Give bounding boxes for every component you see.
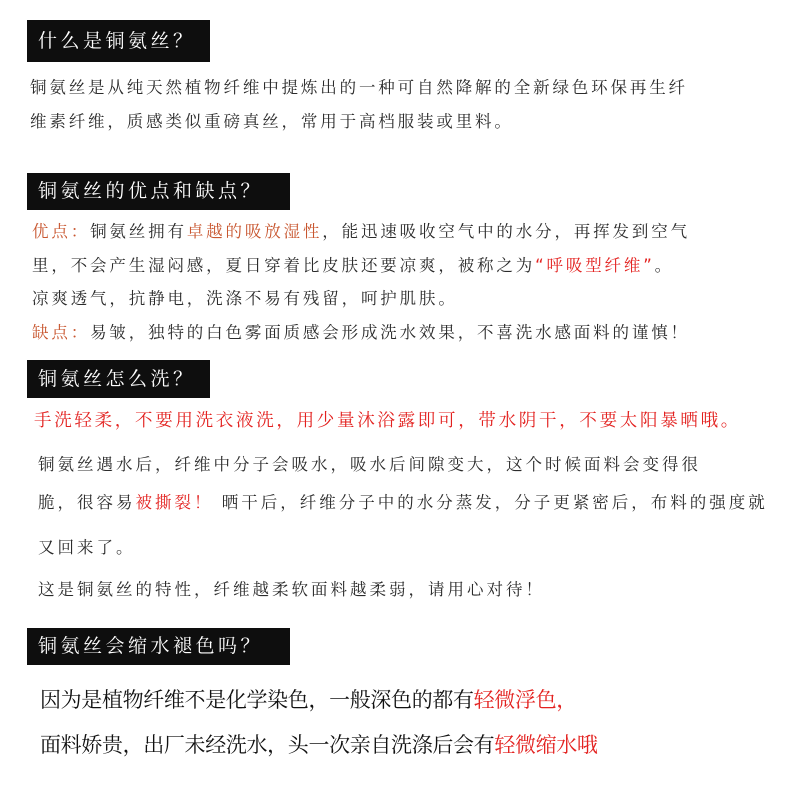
wash-line-1: 铜氨丝遇水后，纤维中分子会吸水，吸水后间隙变大，这个时候面料会变得很	[38, 455, 701, 474]
cons-line	[32, 323, 690, 343]
pros-line-1	[32, 222, 690, 242]
shrink-line-2	[40, 731, 598, 759]
section-heading-shrink-fade	[27, 628, 290, 665]
pros-text: ，能迅速吸收空气中的水分，再挥发到空气	[322, 222, 690, 241]
wash-line-3: 又回来了。	[38, 538, 136, 557]
cons-text: 易皱，独特的白色雾面质感会形成洗水效果，不喜洗水感面料的谨慎！	[90, 323, 690, 342]
shrink-text: 面料娇贵，出厂未经洗水，头一次亲自洗涤后会有	[40, 733, 495, 757]
section-heading-text: 铜氨丝怎么洗？	[38, 368, 196, 390]
slight-shrink-highlight: 轻微缩水哦	[494, 733, 598, 757]
pros-line-3: 凉爽透气，抗静电，洗涤不易有残留，呵护肌肤。	[32, 289, 458, 308]
shrink-text: 因为是植物纤维不是化学染色，一般深色的都有	[40, 688, 474, 712]
section-heading-what-is	[27, 20, 210, 62]
wash-line-4: 这是铜氨丝的特性，纤维越柔软面料越柔弱，请用心对待！	[38, 580, 545, 599]
what-is-line-1: 铜氨丝是从纯天然植物纤维中提炼出的一种可自然降解的全新绿色环保再生纤	[30, 78, 688, 97]
section-heading-how-to-wash	[27, 360, 210, 398]
wash-text: 晒干后，纤维分子中的水分蒸发，分子更紧密后，布料的强度就	[213, 493, 768, 512]
pros-label: 优点：	[32, 222, 91, 241]
pros-text: 。	[654, 256, 675, 275]
pros-text: 里，不会产生湿闷感，夏日穿着比皮肤还要凉爽，被称之为	[32, 256, 536, 275]
what-is-line-2: 维素纤维，质感类似重磅真丝，常用于高档服装或里料。	[30, 112, 514, 131]
wash-line-2	[38, 493, 768, 513]
wash-tip: 手洗轻柔，不要用洗衣液洗，用少量沐浴露即可，带水阴干，不要太阳暴晒哦。	[34, 411, 741, 431]
cons-label: 缺点：	[32, 323, 91, 342]
pros-highlight: 卓越的吸放湿性	[186, 222, 323, 241]
pros-text: 铜氨丝拥有	[90, 222, 187, 241]
wash-text: 脆，很容易	[38, 493, 136, 512]
pros-line-2	[32, 256, 674, 276]
section-heading-text: 什么是铜氨丝？	[38, 30, 196, 52]
tear-warning-highlight: 被撕裂！	[135, 493, 214, 512]
section-heading-text: 铜氨丝会缩水褪色吗？	[38, 635, 264, 657]
section-heading-text: 铜氨丝的优点和缺点？	[38, 180, 264, 202]
slight-fading-highlight: 轻微浮色，	[473, 688, 577, 712]
shrink-line-1	[40, 686, 577, 714]
breathable-fiber-highlight: “呼吸型纤维”	[535, 256, 655, 275]
section-heading-pros-cons	[27, 173, 290, 210]
